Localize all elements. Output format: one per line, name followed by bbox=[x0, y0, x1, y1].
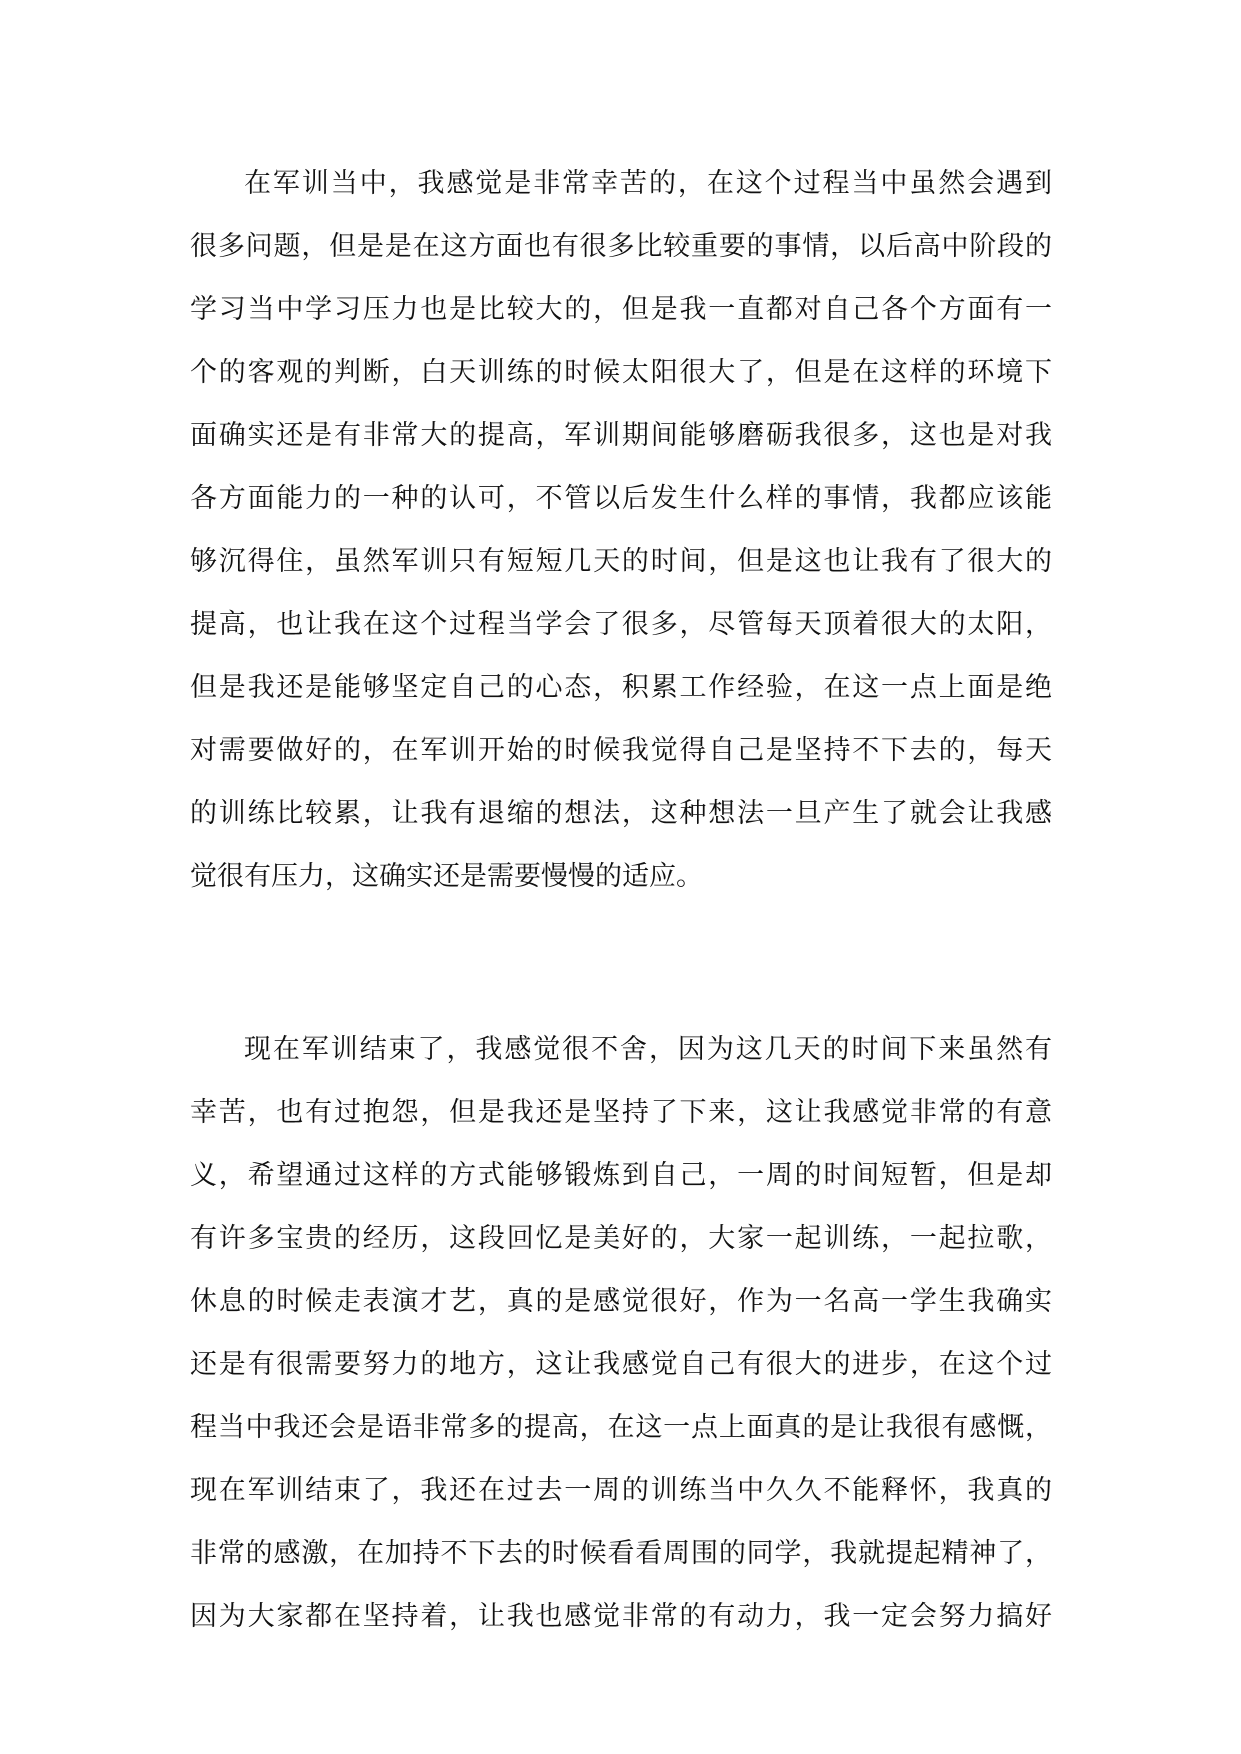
paragraph-line: 在军训当中，我感觉是非常幸苦的，在这个过程当中虽然会遇到 bbox=[244, 168, 1052, 199]
paragraph-line: 还是有很需要努力的地方，这让我感觉自己有很大的进步，在这个过 bbox=[190, 1349, 1052, 1380]
paragraph-line: 非常的感激，在加持不下去的时候看看周围的同学，我就提起精神了， bbox=[190, 1538, 1052, 1569]
paragraph-line: 休息的时候走表演才艺，真的是感觉很好，作为一名高一学生我确实 bbox=[190, 1286, 1052, 1317]
paragraph-line: 程当中我还会是语非常多的提高，在这一点上面真的是让我很有感慨， bbox=[190, 1412, 1052, 1443]
paragraph-1 bbox=[190, 152, 1052, 908]
paragraph-line: 各方面能力的一种的认可，不管以后发生什么样的事情，我都应该能 bbox=[190, 483, 1052, 514]
paragraph-line: 幸苦，也有过抱怨，但是我还是坚持了下来，这让我感觉非常的有意 bbox=[190, 1097, 1052, 1128]
paragraph-line: 个的客观的判断，白天训练的时候太阳很大了，但是在这样的环境下 bbox=[190, 357, 1052, 388]
paragraph-line: 义，希望通过这样的方式能够锻炼到自己，一周的时间短暂，但是却 bbox=[190, 1160, 1052, 1191]
paragraph-line: 现在军训结束了，我感觉很不舍，因为这几天的时间下来虽然有 bbox=[244, 1034, 1052, 1065]
paragraph-line: 有许多宝贵的经历，这段回忆是美好的，大家一起训练，一起拉歌， bbox=[190, 1223, 1052, 1254]
paragraph-line: 的训练比较累，让我有退缩的想法，这种想法一旦产生了就会让我感 bbox=[190, 798, 1052, 829]
paragraph-line: 提高，也让我在这个过程当学会了很多，尽管每天顶着很大的太阳， bbox=[190, 609, 1052, 640]
paragraph-line: 因为大家都在坚持着，让我也感觉非常的有动力，我一定会努力搞好 bbox=[190, 1601, 1052, 1632]
paragraph-line: 觉很有压力，这确实还是需要慢慢的适应。 bbox=[190, 861, 703, 892]
paragraph-line: 很多问题，但是是在这方面也有很多比较重要的事情，以后高中阶段的 bbox=[190, 231, 1052, 262]
paragraph-line: 现在军训结束了，我还在过去一周的训练当中久久不能释怀，我真的 bbox=[190, 1475, 1052, 1506]
paragraph-line: 够沉得住，虽然军训只有短短几天的时间，但是这也让我有了很大的 bbox=[190, 546, 1052, 577]
paragraph-line: 对需要做好的，在军训开始的时候我觉得自己是坚持不下去的，每天 bbox=[190, 735, 1052, 766]
paragraph-line: 面确实还是有非常大的提高，军训期间能够磨砺我很多，这也是对我 bbox=[190, 420, 1052, 451]
paragraph-line: 学习当中学习压力也是比较大的，但是我一直都对自己各个方面有一 bbox=[190, 294, 1052, 325]
paragraph-2 bbox=[190, 1018, 1052, 1648]
paragraph-line: 但是我还是能够坚定自己的心态，积累工作经验，在这一点上面是绝 bbox=[190, 672, 1052, 703]
